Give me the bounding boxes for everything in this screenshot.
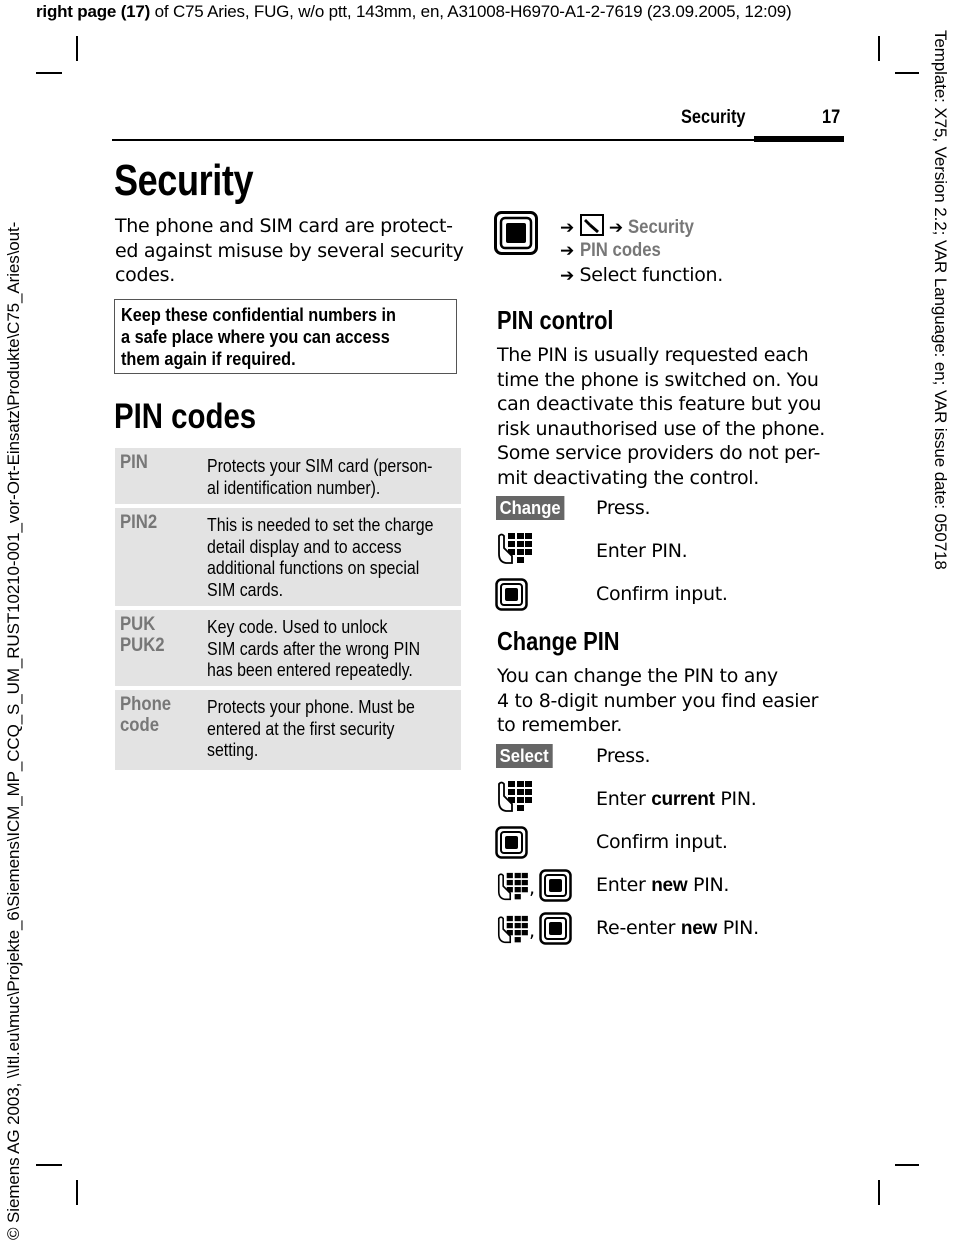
table-row	[115, 448, 461, 504]
step-text-pre: Enter	[596, 788, 652, 810]
desc-line: SIM cards after the wrong PIN	[207, 637, 421, 659]
pin-codes-table	[115, 448, 461, 774]
text-line: The PIN is usually requested each	[497, 344, 809, 366]
table-row	[115, 610, 461, 686]
step-text	[596, 788, 756, 811]
desc-line: Protects your phone. Must be	[207, 696, 415, 717]
pin-control-heading: PIN control	[497, 305, 614, 335]
select-softkey	[496, 744, 559, 768]
page-number: 17	[822, 107, 841, 128]
text-line: time the phone is switched on. You	[497, 368, 819, 391]
crop-mark	[895, 72, 919, 74]
step-text	[596, 917, 759, 940]
note-line: Keep these confidential numbers in	[121, 304, 397, 325]
icon-separator: ,	[529, 920, 535, 942]
pin-control-text	[497, 343, 825, 490]
table-row	[115, 508, 461, 606]
crop-mark	[36, 1164, 62, 1166]
intro-line: ed against misuse by several security	[115, 239, 464, 262]
menu-path-line	[560, 214, 723, 239]
text-line: risk unauthorised use of the phone.	[497, 417, 825, 440]
print-header	[36, 2, 791, 22]
step-text-post: PIN.	[714, 788, 757, 810]
step-text-pre: Re-enter	[596, 917, 681, 939]
change-pin-text	[497, 664, 818, 738]
desc-line: additional functions on special	[207, 557, 420, 578]
copyright-path: © Siemens AG 2003, \\Itl.eu\muc\Projekte_6\Siemens\ICM_MP_CCQ_S_UM_RUST10210-001_vor-Ort-Einsatz\Produkte\C75_Aries\out-	[4, 221, 23, 1240]
term-line: PIN2	[120, 512, 158, 533]
confidential-note	[114, 299, 457, 374]
joystick-center-icon	[539, 912, 572, 945]
menu-instruction: Select function.	[579, 264, 724, 286]
text-line: to remember.	[497, 714, 623, 736]
joystick-center-icon	[494, 211, 538, 255]
keypad-icon	[496, 532, 532, 566]
crop-mark	[878, 36, 880, 61]
desc-line: entered at the first security	[207, 717, 395, 739]
crop-mark	[878, 1180, 880, 1205]
intro-line: The phone and SIM card are protect-	[115, 215, 453, 237]
pin-codes-heading: PIN codes	[114, 397, 257, 436]
menu-path-line	[560, 263, 723, 288]
step-text-bold: new	[680, 918, 717, 939]
intro-line: codes.	[115, 264, 175, 286]
text-line: Some service providers do not per-	[497, 442, 821, 464]
table-row	[115, 690, 461, 770]
arrow-icon: ➔	[560, 240, 575, 260]
crop-mark	[76, 36, 78, 61]
text-line: 4 to 8-digit number you find easier	[497, 689, 819, 712]
step-text: Confirm input.	[596, 831, 728, 853]
step-text-post: PIN.	[716, 917, 759, 939]
note-text	[121, 304, 447, 370]
step-text: Confirm input.	[596, 583, 728, 605]
softkey-label: Select	[496, 744, 552, 768]
menu-path	[560, 214, 723, 288]
text-line: You can change the PIN to any	[497, 665, 778, 687]
page-title: Security	[114, 156, 254, 205]
desc-line: setting.	[207, 739, 259, 760]
arrow-icon: ➔	[560, 218, 575, 237]
menu-item-pin-codes: PIN codes	[579, 239, 661, 261]
desc-line: detail display and to access	[207, 535, 402, 557]
desc-line: al identification number).	[207, 476, 381, 498]
arrow-icon: ➔	[608, 218, 624, 237]
wrench-icon	[580, 214, 604, 236]
desc-line: has been entered repeatedly.	[207, 659, 413, 680]
step-text: Press.	[596, 497, 651, 519]
template-info: Template: X75, Version 2.2; VAR Language: en; VAR issue date: 050718	[931, 30, 950, 570]
crop-mark	[76, 1180, 78, 1205]
softkey-label: Change	[496, 496, 564, 520]
print-header-page: right page (17)	[36, 2, 151, 21]
crop-mark	[36, 72, 62, 74]
step-text-pre: Enter	[596, 874, 652, 896]
term-line: PUK2	[120, 635, 165, 656]
pin-description	[207, 514, 456, 600]
menu-item-security: Security	[628, 217, 695, 238]
header-tab	[754, 136, 844, 142]
crop-mark	[895, 1164, 919, 1166]
change-pin-heading: Change PIN	[497, 626, 620, 656]
keypad-icon	[496, 915, 528, 945]
pin-description	[207, 455, 456, 498]
step-text: Press.	[596, 745, 651, 767]
text-line: can deactivate this feature but you	[497, 393, 822, 415]
joystick-center-icon	[539, 869, 572, 902]
intro-text	[115, 214, 464, 288]
arrow-icon: ➔	[560, 266, 575, 285]
desc-line: SIM cards.	[207, 578, 284, 600]
icon-separator: ,	[529, 877, 535, 899]
term-line: Phone	[120, 694, 172, 715]
pin-term	[120, 452, 148, 473]
pin-term	[120, 512, 157, 533]
step-text-bold: new	[651, 875, 688, 896]
change-softkey	[496, 496, 572, 520]
step-text	[596, 874, 729, 897]
menu-path-line	[560, 239, 723, 264]
step-text: Enter PIN.	[596, 540, 688, 562]
print-header-info: of C75 Aries, FUG, w/o ptt, 143mm, en, A31008-H6970-A1-2-7619 (23.09.2005, 12:09)	[150, 2, 792, 21]
header-rule	[112, 139, 844, 141]
term-line: PUK	[120, 614, 156, 635]
pin-term	[120, 694, 171, 736]
desc-line: Key code. Used to unlock	[207, 616, 388, 637]
term-line: code	[120, 715, 160, 736]
step-text-post: PIN.	[687, 874, 730, 896]
joystick-center-icon	[495, 578, 528, 611]
text-line: mit deactivating the control.	[497, 466, 760, 489]
desc-line: This is needed to set the charge	[207, 514, 434, 535]
pin-description	[207, 616, 456, 681]
step-text-bold: current	[651, 789, 715, 810]
running-header-section: Security	[681, 107, 746, 128]
term-line: PIN	[120, 452, 148, 473]
joystick-center-icon	[495, 826, 528, 859]
keypad-icon	[496, 780, 532, 814]
note-line: a safe place where you can access	[121, 326, 390, 347]
note-line: them again if required.	[121, 348, 296, 369]
pin-description	[207, 696, 456, 761]
keypad-icon	[496, 872, 528, 902]
desc-line: Protects your SIM card (person-	[207, 455, 433, 476]
pin-term	[120, 614, 165, 656]
